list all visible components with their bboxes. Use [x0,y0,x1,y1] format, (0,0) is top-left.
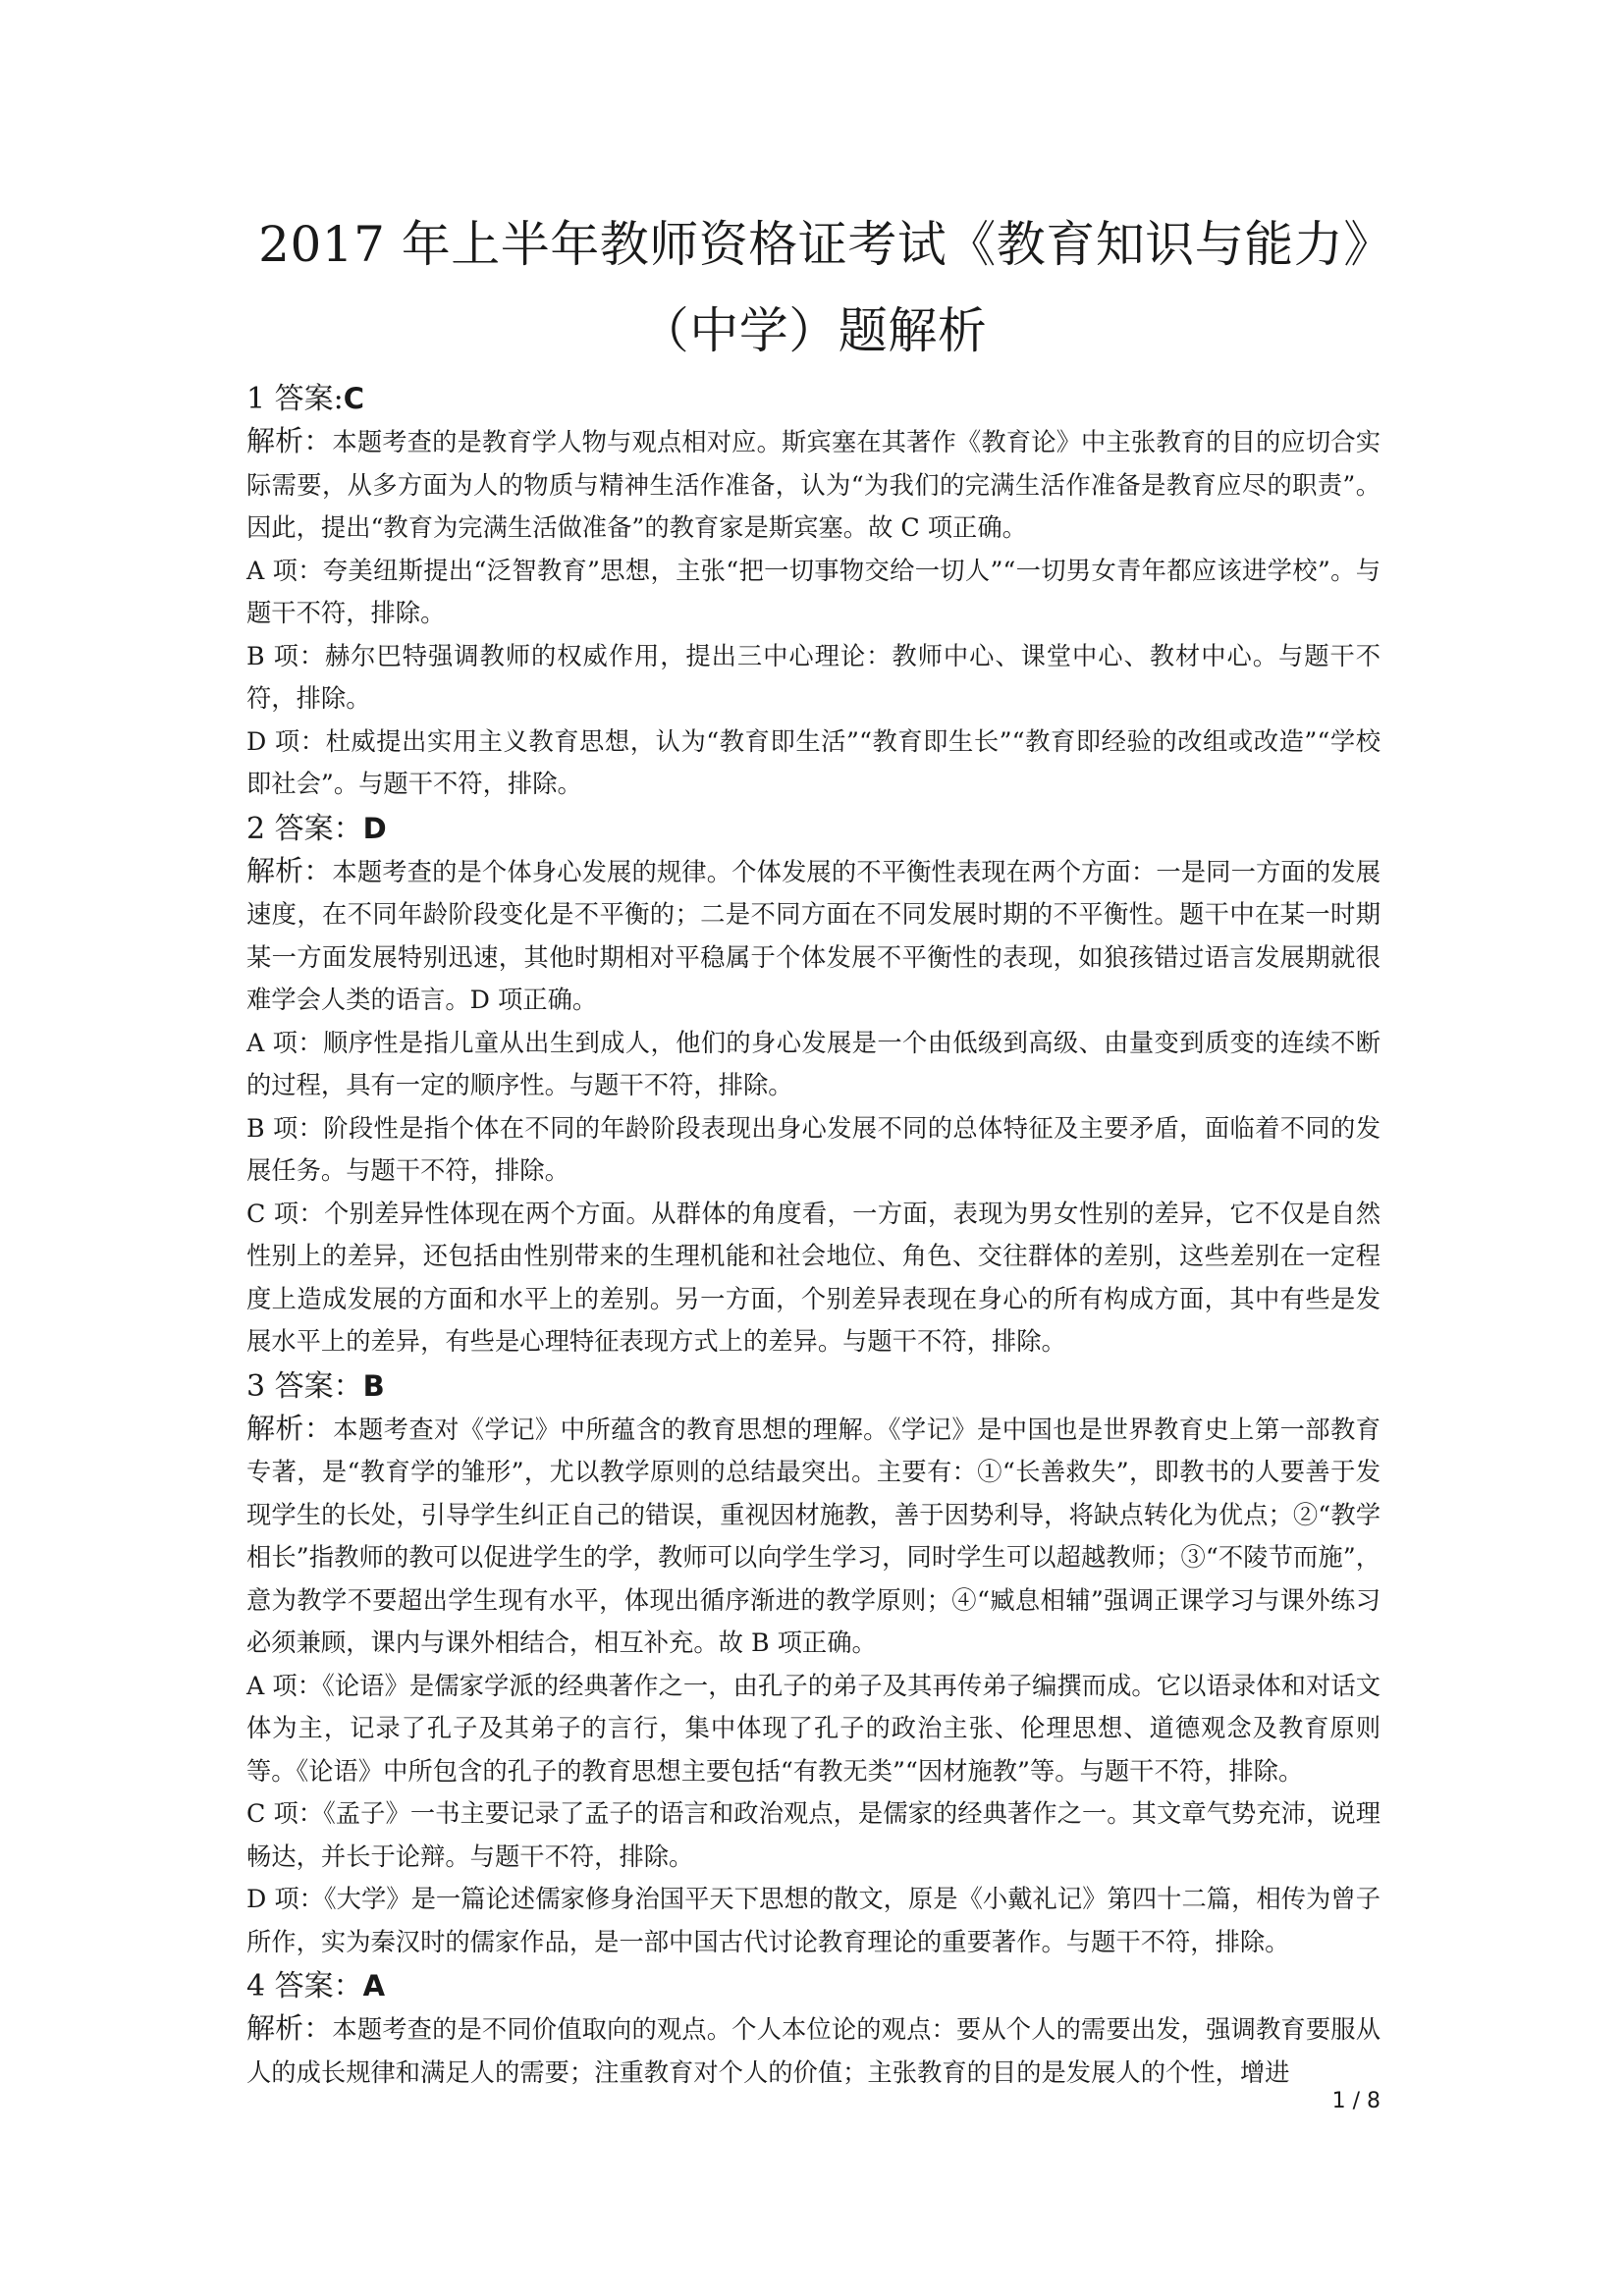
answer-key: B [362,1368,385,1403]
answer-key: A [362,1969,386,2002]
answer-line [246,1365,1380,1408]
option-explanation: C 项：个别差异性体现在两个方面。从群体的角度看，一方面，表现为男女性别的差异，它不仅是自然性别上的差异，还包括由性别带来的生理机能和社会地位、角色、交往群体的差别，这些差别在一定程度上造成发展的方面和水平上的差别。另一方面，个别差异表现在身心的所有构成方面，其中有些是发展水平上的差异，有些是心理特征表现方式上的差异。与题干不符，排除。 [246,1199,1380,1356]
option-explanation: B 项：赫尔巴特强调教师的权威作用，提出三中心理论：教师中心、课堂中心、教材中心。与题干不符，排除。 [246,641,1380,713]
analysis-lead: 解析： [246,2011,333,2045]
page-number: 1 / 8 [1331,2089,1380,2113]
page-title: 2017 年上半年教师资格证考试《教育知识与能力》（中学）题解析 [258,216,1369,359]
questions-list [246,378,1380,2094]
answer-label: 4 答案： [246,1969,363,2003]
answer-label: 3 答案： [246,1368,363,1404]
answer-label: 1 答案: [246,382,344,416]
analysis-lead: 解析： [246,1411,334,1445]
option-explanation: A 项：顺序性是指儿童从出生到成人，他们的身心发展是一个由低级到高级、由量变到质变的连续不断的过程，具有一定的顺序性。与题干不符，排除。 [246,1028,1380,1099]
question-block [246,808,1380,1363]
answer-key: C [343,382,365,415]
option-explanation: D 项：杜威提出实用主义教育思想，认为“教育即生活”“教育即生长”“教育即经验的改组或改造”“学校即社会”。与题干不符，排除。 [246,726,1380,798]
page-content [246,201,1380,2094]
option-explanation: B 项：阶段性是指个体在不同的年龄阶段表现出身心发展不同的总体特征及主要矛盾，面临着不同的发展任务。与题干不符，排除。 [246,1113,1380,1185]
option-explanation: D 项：《大学》是一篇论述儒家修身治国平天下思想的散文，原是《小戴礼记》第四十二篇，相传为曾子所作，实为秦汉时的儒家作品，是一部中国古代讨论教育理论的重要著作。与题干不符，排除。 [246,1885,1380,1956]
analysis-paragraph [246,420,1380,550]
analysis-paragraph [246,2007,1380,2094]
analysis-lead: 解析： [246,853,333,887]
analysis-text: 本题考查的是个体身心发展的规律。个体发展的不平衡性表现在两个方面：一是同一方面的发展速度，在不同年龄阶段变化是不平衡的；二是不同方面在不同发展时期的不平衡性。题干中在某一时期某一方面发展特别迅速，其他时期相对平稳属于个体发展不平衡性的表现，如狼孩错过语言发展期就很难学会人类的语言。D 项正确。 [246,857,1380,1014]
question-block [246,1965,1380,2094]
question-block [246,1365,1380,1964]
answer-line [246,1965,1380,2007]
question-block [246,378,1380,806]
option-explanation: A 项：《论语》是儒家学派的经典著作之一，由孔子的弟子及其再传弟子编撰而成。它以语录体和对话文体为主，记录了孔子及其弟子的言行，集中体现了孔子的政治主张、伦理思想、道德观念及教育原则等。《论语》中所包含的孔子的教育思想主要包括“有教无类”“因材施教”等。与题干不符，排除。 [246,1671,1380,1786]
option-explanation: C 项：《孟子》一书主要记录了孟子的语言和政治观点，是儒家的经典著作之一。其文章气势充沛，说理畅达，并长于论辩。与题干不符，排除。 [246,1799,1380,1871]
answer-key: D [362,811,387,845]
answer-label: 2 答案： [246,811,363,846]
answer-line [246,378,1380,420]
analysis-text: 本题考查的是不同价值取向的观点。个人本位论的观点：要从个人的需要出发，强调教育要服从人的成长规律和满足人的需要；注重教育对个人的价值；主张教育的目的是发展人的个性，增进 [246,2015,1380,2087]
analysis-paragraph [246,850,1380,1022]
analysis-lead: 解析： [246,424,333,457]
analysis-text: 本题考查的是教育学人物与观点相对应。斯宾塞在其著作《教育论》中主张教育的目的应切合实际需要，从多方面为人的物质与精神生活作准备，认为“为我们的完满生活作准备是教育应尽的职责”。因此，提出“教育为完满生活做准备”的教育家是斯宾塞。故 C 项正确。 [246,428,1380,542]
answer-line [246,808,1380,850]
option-explanation: A 项：夸美纽斯提出“泛智教育”思想，主张“把一切事物交给一切人”“一切男女青年都应该进学校”。与题干不符，排除。 [246,556,1380,627]
analysis-text: 本题考查对《学记》中所蕴含的教育思想的理解。《学记》是中国也是世界教育史上第一部教育专著，是“教育学的雏形”，尤以教学原则的总结最突出。主要有：①“长善救失”，即教书的人要善于发现学生的长处，引导学生纠正自己的错误，重视因材施教，善于因势利导，将缺点转化为优点；②“教学相长”指教师的教可以促进学生的学，教师可以向学生学习，同时学生可以超越教师；③“不陵节而施”，意为教学不要超出学生现有水平，体现出循序渐进的教学原则；④“臧息相辅”强调正课学习与课外练习必须兼顾，课内与课外相结合，相互补充。故 B 项正确。 [246,1415,1380,1657]
analysis-paragraph [246,1408,1380,1665]
